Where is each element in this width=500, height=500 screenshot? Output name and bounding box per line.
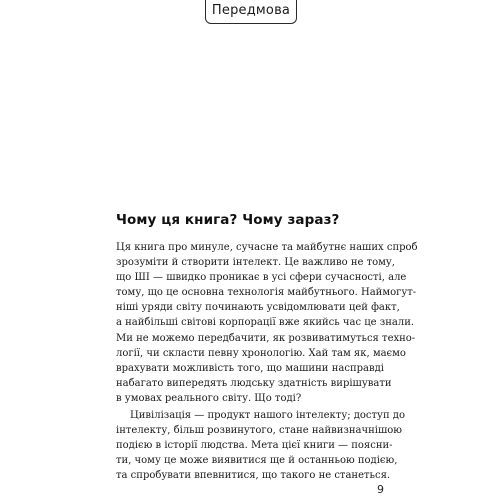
text-line: набагато випередять людську здатність вирішувати — [116, 377, 392, 389]
text-line: ти, чому це може виявитися ще й останньою подією, — [116, 455, 398, 467]
text-line: тому, що це основна технологія майбутнього. Наймогут- — [116, 287, 417, 299]
text-line: та спробувати впевнитися, що такого не станеться. — [116, 470, 391, 482]
text-line: врахувати можливість того, що машини насправді — [116, 362, 384, 374]
paragraph-1 — [116, 240, 418, 406]
text-line: в умовах реального світу. Що тоді? — [116, 392, 302, 404]
text-line: логії, чи скласти певну хронологію. Хай там як, маємо — [116, 347, 406, 359]
text-line: подією в історії людства. Мета цієї книги — поясни- — [116, 440, 393, 452]
text-line: Цивілізація — продукт нашого інтелекту; доступ до — [130, 410, 405, 422]
text-line: а найбільші світові корпорації вже якийсь час це знали. — [116, 317, 415, 329]
text-line: ніші уряди світу починають усвідомлювати цей факт, — [116, 302, 400, 314]
chapter-title: Передмова — [211, 3, 291, 18]
page-number: 9 — [377, 483, 384, 496]
paragraph-2 — [116, 408, 405, 483]
text-line: Ми не можемо передбачити, як розвиватимуться техно- — [116, 332, 416, 344]
body-text — [116, 240, 418, 484]
text-line: що ШІ — швидко проникає в усі сфери сучасності, але — [116, 272, 407, 284]
text-line: інтелекту, більш розвинутого, стане найвизначнішою — [116, 425, 403, 437]
text-line: зрозуміти й створити інтелект. Це важливо не тому, — [116, 257, 395, 269]
chapter-title-tab — [205, 0, 297, 24]
text-line: Ця книга про минуле, сучасне та майбутнє наших спроб — [116, 242, 418, 253]
section-heading: Чому ця книга? Чому зараз? — [116, 212, 340, 228]
